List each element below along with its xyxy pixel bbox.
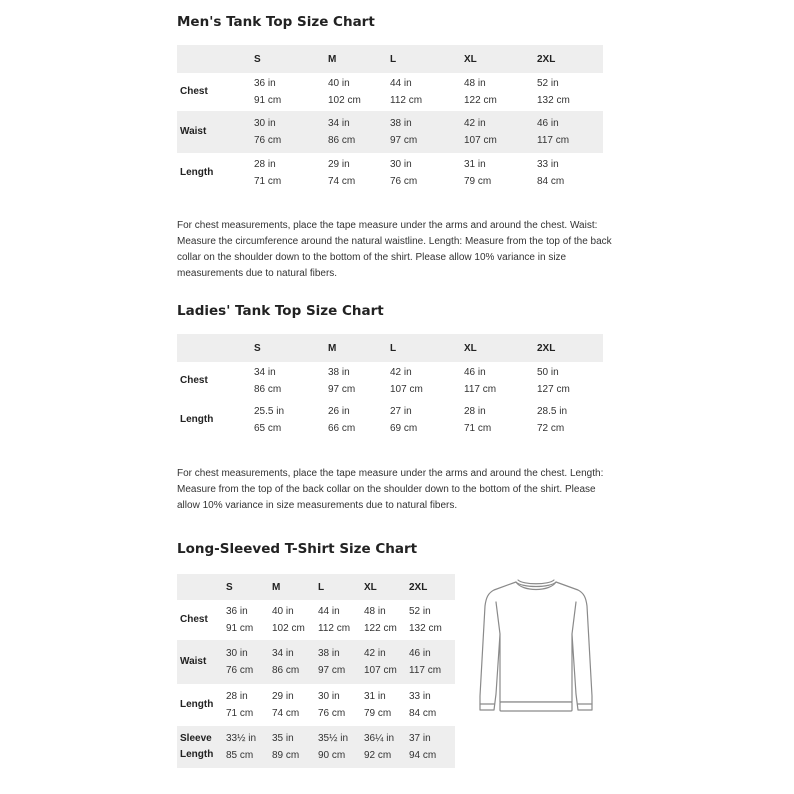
ladies-corner-cell: [177, 334, 254, 362]
table-cell: 50 in 127 cm: [537, 367, 570, 395]
ladies-header-row: [177, 334, 603, 362]
table-cell: 28 in 71 cm: [226, 691, 254, 719]
table-cell: 44 in 112 cm: [390, 78, 423, 106]
table-cell: 33 in 84 cm: [537, 159, 565, 187]
table-cell: 30 in 76 cm: [390, 159, 418, 187]
table-cell: 34 in 86 cm: [328, 118, 356, 146]
table-cell: 36 in 91 cm: [226, 606, 254, 634]
table-cell: 38 in 97 cm: [390, 118, 418, 146]
table-cell: 29 in 74 cm: [328, 159, 356, 187]
table-cell: 52 in 132 cm: [537, 78, 570, 106]
ladies-row-chest: [177, 362, 603, 400]
ladies-row-length: [177, 400, 603, 440]
table-cell: 36¼ in 92 cm: [364, 733, 395, 761]
table-cell: 42 in 107 cm: [390, 367, 423, 395]
longsleeve-row-chest: [177, 600, 455, 640]
table-cell: 37 in 94 cm: [409, 733, 437, 761]
mens-size-2xl: 2XL: [537, 53, 556, 65]
longsleeve-size-xl: XL: [364, 581, 377, 593]
long-sleeve-sweatshirt-icon: [466, 576, 606, 726]
table-cell: 38 in 97 cm: [328, 367, 356, 395]
table-cell: 31 in 79 cm: [464, 159, 492, 187]
table-cell: 29 in 74 cm: [272, 691, 300, 719]
longsleeve-size-m: M: [272, 581, 281, 593]
table-cell: 40 in 102 cm: [328, 78, 361, 106]
ladies-size-m: M: [328, 342, 337, 354]
table-cell: 42 in 107 cm: [364, 648, 397, 676]
table-cell: 33½ in 85 cm: [226, 733, 257, 761]
ladies-size-xl: XL: [464, 342, 477, 354]
table-cell: 31 in 79 cm: [364, 691, 392, 719]
longsleeve-size-l: L: [318, 581, 325, 593]
table-cell: 30 in 76 cm: [254, 118, 282, 146]
table-cell: 35 in 89 cm: [272, 733, 300, 761]
row-label: Chest: [180, 86, 208, 97]
table-cell: 46 in 117 cm: [537, 118, 570, 146]
table-cell: 26 in 66 cm: [328, 406, 356, 434]
row-label: Waist: [180, 126, 207, 137]
table-cell: 44 in 112 cm: [318, 606, 351, 634]
mens-row-chest: [177, 73, 603, 111]
longsleeve-title: Long-Sleeved T-Shirt Size Chart: [177, 541, 418, 557]
row-label: Waist: [180, 656, 207, 667]
table-cell: 27 in 69 cm: [390, 406, 418, 434]
row-label: Length: [180, 414, 214, 425]
row-label: Chest: [180, 614, 208, 625]
table-cell: 40 in 102 cm: [272, 606, 305, 634]
row-label: Length: [180, 699, 214, 710]
table-cell: 28 in 71 cm: [464, 406, 492, 434]
table-cell: 28.5 in 72 cm: [537, 406, 568, 434]
table-cell: 33 in 84 cm: [409, 691, 437, 719]
table-cell: 34 in 86 cm: [272, 648, 300, 676]
longsleeve-size-2xl: 2XL: [409, 581, 428, 593]
longsleeve-row-waist: [177, 640, 455, 684]
mens-size-table: [177, 45, 603, 193]
mens-corner-cell: [177, 45, 254, 73]
table-cell: 30 in 76 cm: [226, 648, 254, 676]
mens-measurement-note: For chest measurements, place the tape measure under the arms and around the chest. Waist: Measure the circumference around the natural waistline. Length: Measure from the top of the back collar on the shoulder down to the bottom of the shirt. Please allow 10% variance in size measurements due to natural fibers.: [177, 220, 612, 279]
longsleeve-row-sleeve-length: [177, 726, 455, 768]
table-cell: 30 in 76 cm: [318, 691, 346, 719]
mens-size-m: M: [328, 53, 337, 65]
mens-title: Men's Tank Top Size Chart: [177, 14, 375, 30]
table-cell: 38 in 97 cm: [318, 648, 346, 676]
mens-row-waist: [177, 111, 603, 153]
table-cell: 48 in 122 cm: [464, 78, 497, 106]
table-cell: 25.5 in 65 cm: [254, 406, 285, 434]
table-cell: 28 in 71 cm: [254, 159, 282, 187]
table-cell: 46 in 117 cm: [409, 648, 442, 676]
ladies-measurement-note: For chest measurements, place the tape measure under the arms and around the chest. Length: Measure from the top of the back collar on the shoulder down to the bottom of the shirt. Please allow 10% variance in size measurements due to natural fibers.: [177, 468, 604, 511]
table-cell: 52 in 132 cm: [409, 606, 442, 634]
longsleeve-row-length: [177, 684, 455, 726]
table-cell: 34 in 86 cm: [254, 367, 282, 395]
mens-size-s: S: [254, 53, 261, 65]
row-label: Length: [180, 167, 214, 178]
row-label: Chest: [180, 375, 208, 386]
ladies-title: Ladies' Tank Top Size Chart: [177, 303, 384, 319]
longsleeve-header-row: [177, 574, 455, 600]
table-cell: 36 in 91 cm: [254, 78, 282, 106]
mens-size-l: L: [390, 53, 397, 65]
mens-size-xl: XL: [464, 53, 477, 65]
row-label: Sleeve Length: [180, 733, 214, 760]
longsleeve-size-s: S: [226, 581, 233, 593]
ladies-size-table: [177, 334, 603, 440]
longsleeve-corner-cell: [177, 574, 226, 600]
table-cell: 46 in 117 cm: [464, 367, 497, 395]
mens-row-length: [177, 153, 603, 193]
table-cell: 42 in 107 cm: [464, 118, 497, 146]
mens-header-row: [177, 45, 603, 73]
table-cell: 48 in 122 cm: [364, 606, 397, 634]
ladies-size-s: S: [254, 342, 261, 354]
longsleeve-size-table: [177, 574, 455, 768]
table-cell: 35½ in 90 cm: [318, 733, 349, 761]
ladies-size-l: L: [390, 342, 397, 354]
ladies-size-2xl: 2XL: [537, 342, 556, 354]
